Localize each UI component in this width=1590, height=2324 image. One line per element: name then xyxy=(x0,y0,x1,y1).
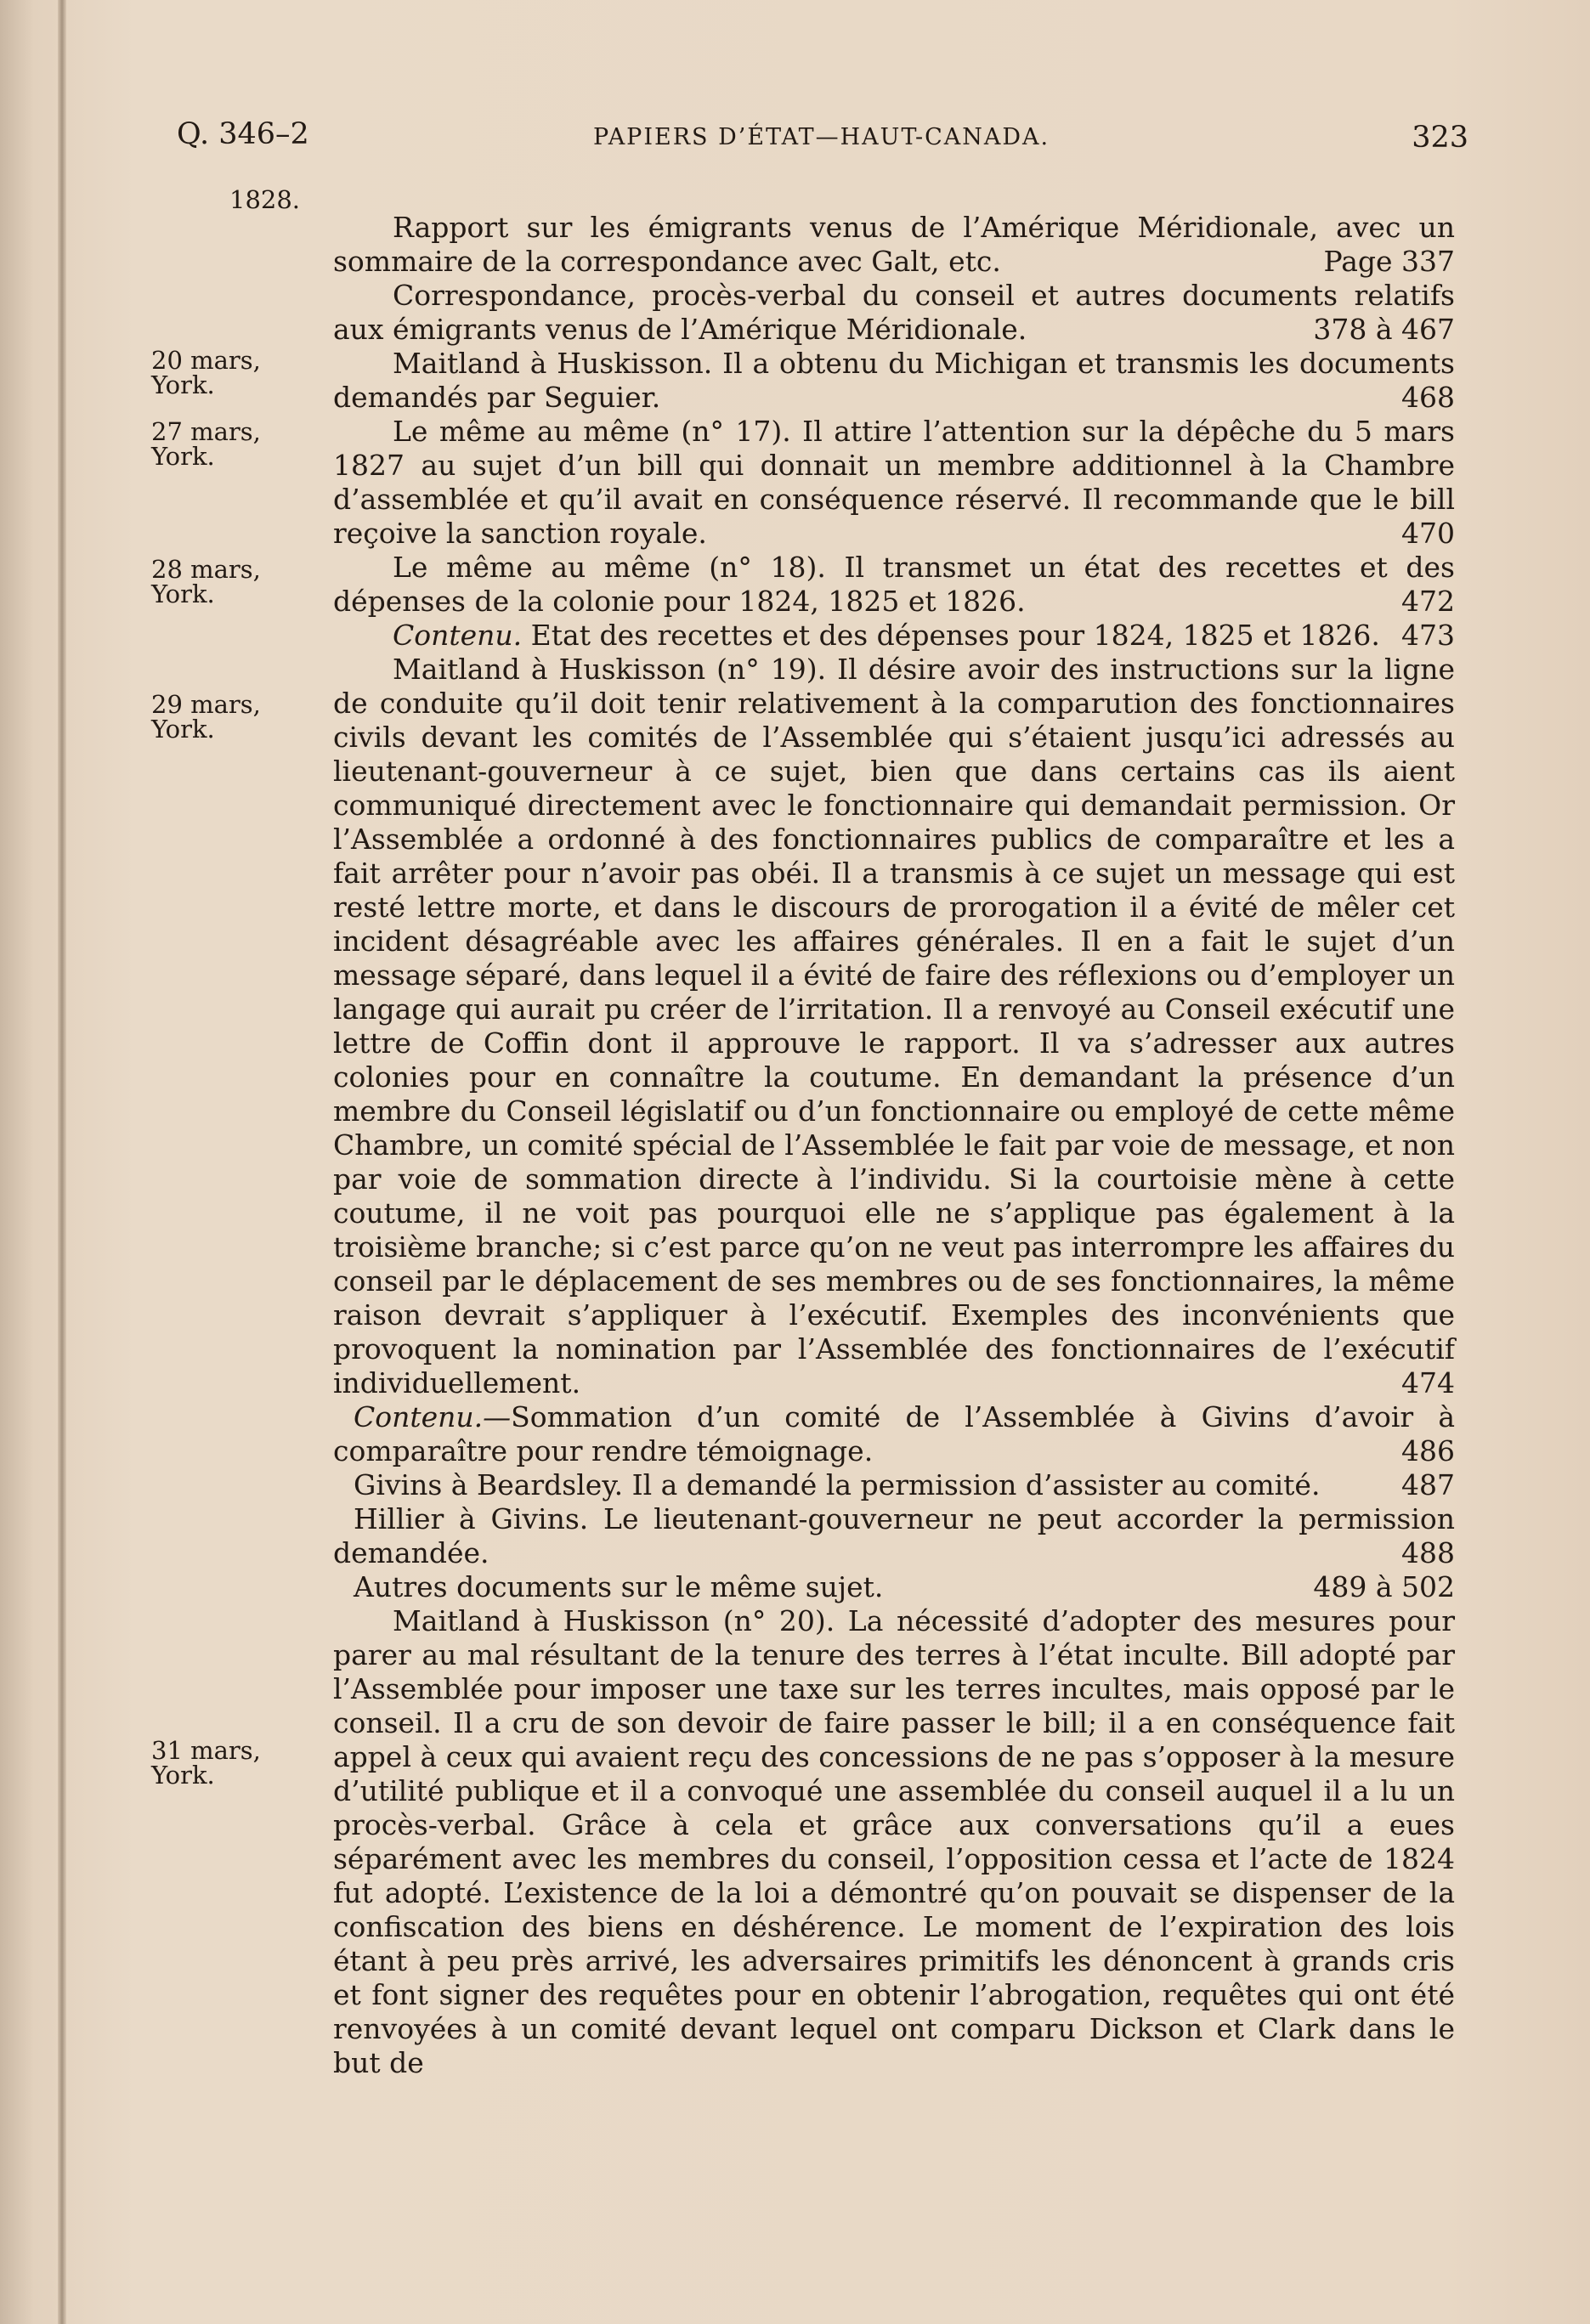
entry: Contenu. Etat des recettes et des dépenses pour 1824, 1825 et 1826. 473 xyxy=(393,619,1455,652)
page-reference: 488 xyxy=(1401,1536,1455,1569)
entry: Le même au même (n° 17). Il attire l’attention sur la dépêche du 5 mars 1827 au sujet d’un bill qui donnait un membre additionnel à la Chambre d’assemblée et qu’il avait en conséquence réservé. Il recommande que le bill reçoive la sanction royale. 470 xyxy=(333,415,1455,550)
margin-date: 27 mars, York. xyxy=(151,417,261,471)
margin-date: 20 mars, York. xyxy=(151,346,261,399)
entry: Maitland à Huskisson (n° 20). La nécessité d’adopter des mesures pour parer au mal résultant de la tenure des terres à l’état inculte. Bill adopté par l’Assemblée pour imposer une taxe sur les terres incultes, mais opposé par le conseil. Il a cru de son devoir de faire passer le bill; il a en conséquence fait appel à ceux qui avaient reçu des concessions de ne pas s’opposer à la mesure d’utilité publique et il a convoqué une assemblée du conseil auquel il a lu un procès-verbal. Grâce à cela et grâce aux conversations qu’il a eues séparément avec les membres du conseil, l’opposition cessa et l’acte de 1824 fut adopté. L’existence de la loi a démontré qu’on pouvait se dispenser de la confiscation des biens en déshérence. Le moment de l’expiration des lois étant à peu près arrivé, les adversaires primitifs les dénoncent à grands cris et font signer des requêtes pour en obtenir l’abrogation, requêtes qui ont été renvoyées à un comité devant lequel ont comparu Dickson et Clark dans le but de xyxy=(333,1604,1455,2079)
margin-date: 29 mars, York. xyxy=(151,690,261,744)
page-reference: 474 xyxy=(1401,1366,1455,1399)
page-reference: 489 à 502 xyxy=(1313,1570,1455,1603)
page-reference: 468 xyxy=(1401,381,1455,414)
page-reference: 472 xyxy=(1401,585,1455,618)
calendar-entries xyxy=(333,211,1455,2080)
margin-year: 1828. xyxy=(229,185,301,214)
page-reference: 378 à 467 xyxy=(1313,313,1455,346)
page-reference: 473 xyxy=(1401,619,1455,652)
margin-date: 31 mars, York. xyxy=(151,1736,261,1790)
volume-reference: Q. 346–2 xyxy=(177,117,309,151)
entry: Rapport sur les émigrants venus de l’Amérique Méridionale, avec un sommaire de la correspondance avec Galt, etc. Page 337 xyxy=(333,211,1455,278)
contenu-label: Contenu.— xyxy=(354,1400,512,1433)
page-reference: 486 xyxy=(1401,1434,1455,1467)
running-title: PAPIERS D’ÉTAT—HAUT-CANADA. xyxy=(593,124,1050,150)
entry: Autres documents sur le même sujet. 489 à 502 xyxy=(354,1570,1455,1603)
entry: Le même au même (n° 18). Il transmet un état des recettes et des dépenses de la colonie pour 1824, 1825 et 1826. 472 xyxy=(333,551,1455,618)
binding-fold xyxy=(58,0,66,2324)
entry: Maitland à Huskisson. Il a obtenu du Michigan et transmis les documents demandés par Seguier. 468 xyxy=(333,347,1455,414)
page-reference: Page 337 xyxy=(1323,245,1455,278)
entry: Correspondance, procès-verbal du conseil et autres documents relatifs aux émigrants venus de l’Amérique Méridionale. 378 à 467 xyxy=(333,279,1455,346)
margin-date: 28 mars, York. xyxy=(151,555,261,608)
page-header xyxy=(177,117,1468,160)
contenu-label: Contenu. xyxy=(393,619,523,652)
page-reference: 487 xyxy=(1401,1468,1455,1501)
entry: Maitland à Huskisson (n° 19). Il désire avoir des instructions sur la ligne de conduite qu’il doit tenir relativement à la comparution des fonctionnaires civils devant les comités de l’Assemblée qui s’étaient jusqu’ici adressés au lieutenant-gouverneur à ce sujet, bien que dans certains cas ils aient communiqué directement avec le fonctionnaire qui demandait permission. Or l’Assemblée a ordonné à des fonctionnaires publics de comparaître et les a fait arrêter pour n’avoir pas obéi. Il a transmis à ce sujet un message qui est resté lettre morte, et dans le discours de prorogation il a évité de mêler cet incident désagréable avec les affaires générales. Il en a fait le sujet d’un message séparé, dans lequel il a évité de faire des réflexions ou d’employer un langage qui aurait pu créer de l’irritation. Il a renvoyé au Conseil exécutif une lettre de Coffin dont il approuve le rapport. Il va s’adresser aux autres colonies pour en connaître la coutume. En demandant la présence d’un membre du Conseil législatif ou d’un fonctionnaire ou employé de cette même Chambre, un comité spécial de l’Assemblée le fait par voie de message, et non par voie de sommation directe à l’individu. Si la courtoisie mène à cette coutume, il ne voit pas pourquoi elle ne s’applique pas également à la troisième branche; si c’est parce qu’on ne veut pas interrompre les affaires du conseil par le déplacement de ses membres ou de ses fonctionnaires, la même raison devrait s’appliquer à l’exécutif. Exemples des inconvénients que provoquent la nomination par l’Assemblée des fonctionnaires de l’exécutif individuellement. 474 xyxy=(333,653,1455,1399)
page-number: 323 xyxy=(1412,121,1468,155)
entry: Contenu.—Sommation d’un comité de l’Assemblée à Givins d’avoir à comparaître pour rendre témoignage. 486 xyxy=(333,1400,1455,1467)
page-reference: 470 xyxy=(1401,517,1455,550)
entry: Givins à Beardsley. Il a demandé la permission d’assister au comité. 487 xyxy=(354,1468,1455,1501)
entry: Hillier à Givins. Le lieutenant-gouverneur ne peut accorder la permission demandée. 488 xyxy=(333,1502,1455,1569)
